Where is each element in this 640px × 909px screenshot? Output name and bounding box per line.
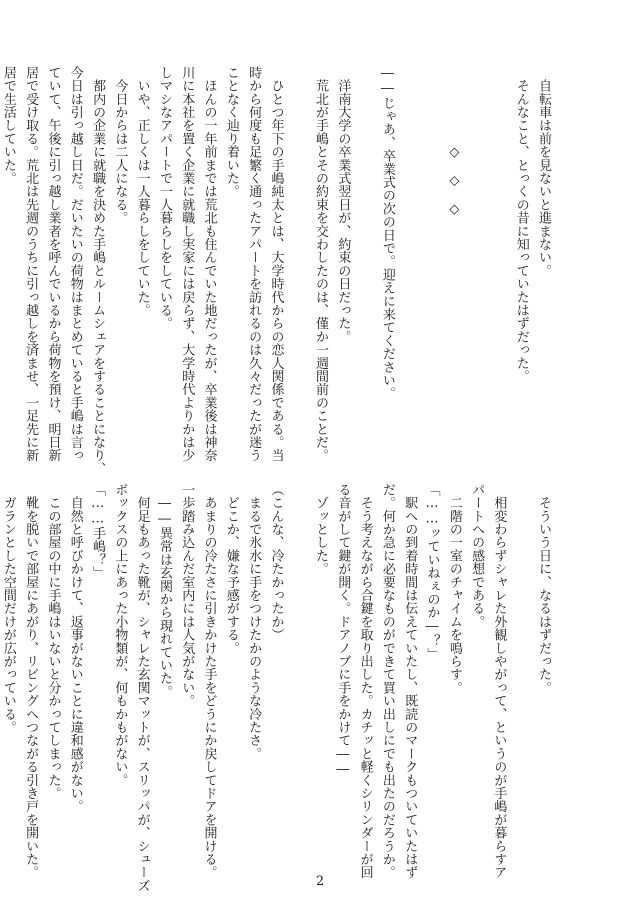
blank-line xyxy=(487,66,509,438)
blank-line xyxy=(509,483,531,855)
blank-line xyxy=(398,66,420,438)
bottom-text-line: 何足もあった靴が、シャレた玄関マットが、スリッパが、シューズ xyxy=(134,483,150,893)
bottom-text-block xyxy=(0,483,554,893)
top-text-line: ◇ ◇ ◇ xyxy=(446,66,462,218)
bottom-text-line: ガランとした空間だけが広がっている。 xyxy=(0,483,16,734)
bottom-text-line: ボックスの上にあった小物類が、何もかもがない。 xyxy=(112,483,128,787)
bottom-text-line: 一歩踏み込んだ室内には人気がない。 xyxy=(179,483,195,708)
bottom-text-line: あまりの冷たさに引きかけた手をどうにか戻してドアを開ける。 xyxy=(201,483,217,879)
bottom-text-line: る音がして鍵が開く。ドアノブに手をかけて―― xyxy=(335,483,351,778)
bottom-text-line: そう考えながら合鍵を取り出した。カチッと軽くシリンダーが回 xyxy=(357,483,373,879)
top-text-line: 今日は引っ越し日だ。だいたいの荷物はまとめていると手嶋は言っ xyxy=(67,66,83,462)
top-text-line: そんなこと、とっくの昔に知っていたはずだった。 xyxy=(513,66,529,383)
blank-line xyxy=(353,66,375,438)
top-text-line: 居で受け取る。荒北は先週のうちに引っ越しを済ませ、一足先に新 xyxy=(23,66,39,462)
top-text-line: ほんの一年前までは荒北も住んでいた地だったが、卒業後は神奈 xyxy=(201,66,217,462)
top-text-line: 今日からは二人になる。 xyxy=(112,66,128,225)
top-text-line: 居で生活していた。 xyxy=(0,66,16,185)
bottom-text-line: ――異常は玄関から現れていた。 xyxy=(156,483,172,699)
blank-line xyxy=(465,66,487,438)
top-text-line: 川に本社を置く企業に就職し実家には戻らず、大学時代よりかは少 xyxy=(179,66,195,462)
top-text-line: ――じゃあ、卒業式の次の日で。迎えに来てください。 xyxy=(379,66,395,400)
bottom-text-line: （こんな、冷たかったか） xyxy=(268,483,284,642)
bottom-text-line: 相変わらずシャレた外観しやがって、というのが手嶋が暮らすア xyxy=(491,483,507,879)
blank-line xyxy=(420,66,442,438)
bottom-text-line: 自然と呼びかけて、返事がないことに違和感がない。 xyxy=(67,483,83,813)
top-text-line: 時から何度も足繁く通ったアパートを訪れるのは久々だったが迷う xyxy=(246,66,262,462)
top-text-line: 自転車は前を見ないと進まない。 xyxy=(536,66,551,278)
bottom-text-line: まるで氷水に手をつけたかのような冷たさ。 xyxy=(246,483,262,761)
bottom-text-line: ゾッとした。 xyxy=(313,483,329,576)
bottom-text-line: 「……手嶋？」 xyxy=(90,483,106,580)
top-text-line: いや、正しくは一人暮らしをしていた。 xyxy=(134,66,150,317)
top-text-line: 洋南大学の卒業式翌日が、約束の日だった。 xyxy=(335,66,351,344)
top-text-line: しマシなアパートで一人暮らしをしている。 xyxy=(156,66,172,330)
top-text-line: ひとつ年下の手嶋純太とは、大学時代からの恋人関係である。当 xyxy=(268,66,284,462)
bottom-text-line: 二階の一室のチャイムを鳴らす。 xyxy=(446,483,462,695)
top-text-line: 荒北が手嶋とその約束を交わしたのは、僅か一週間前のことだ。 xyxy=(313,66,329,462)
bottom-text-line: 駅への到着時間は伝えていたし、既読のマークもついていたはず xyxy=(402,483,418,879)
page-number: 2 xyxy=(315,874,325,889)
bottom-text-line: 靴を脱いで部屋にあがり、リビングへつながる引き戸を開いた。 xyxy=(23,483,39,879)
blank-line xyxy=(286,483,308,855)
top-text-line: ていて、午後に引っ越し業者を呼んでいるから荷物を預け、明日新 xyxy=(45,66,61,462)
bottom-text-line: どこか、嫌な予感がする。 xyxy=(223,483,239,655)
bottom-text-line: 「……ッていねぇのか―？」 xyxy=(424,483,440,661)
blank-line xyxy=(286,66,308,438)
bottom-text-line: パートへの感想である。 xyxy=(469,483,485,629)
bottom-text-line: だ。何か急に必要なものができて買い出しにでも出たのだろうか。 xyxy=(379,483,395,879)
bottom-text-line: そういう日に、なるはずだった。 xyxy=(536,483,551,695)
top-text-block xyxy=(0,66,554,476)
top-text-line: 都内の企業に就職を決めた手嶋とルームシェアをすることになり、 xyxy=(90,66,106,476)
top-text-line: ことなく辿り着いた。 xyxy=(223,66,239,198)
bottom-text-line: この部屋の中に手嶋はいないと分かってしまった。 xyxy=(45,483,61,800)
